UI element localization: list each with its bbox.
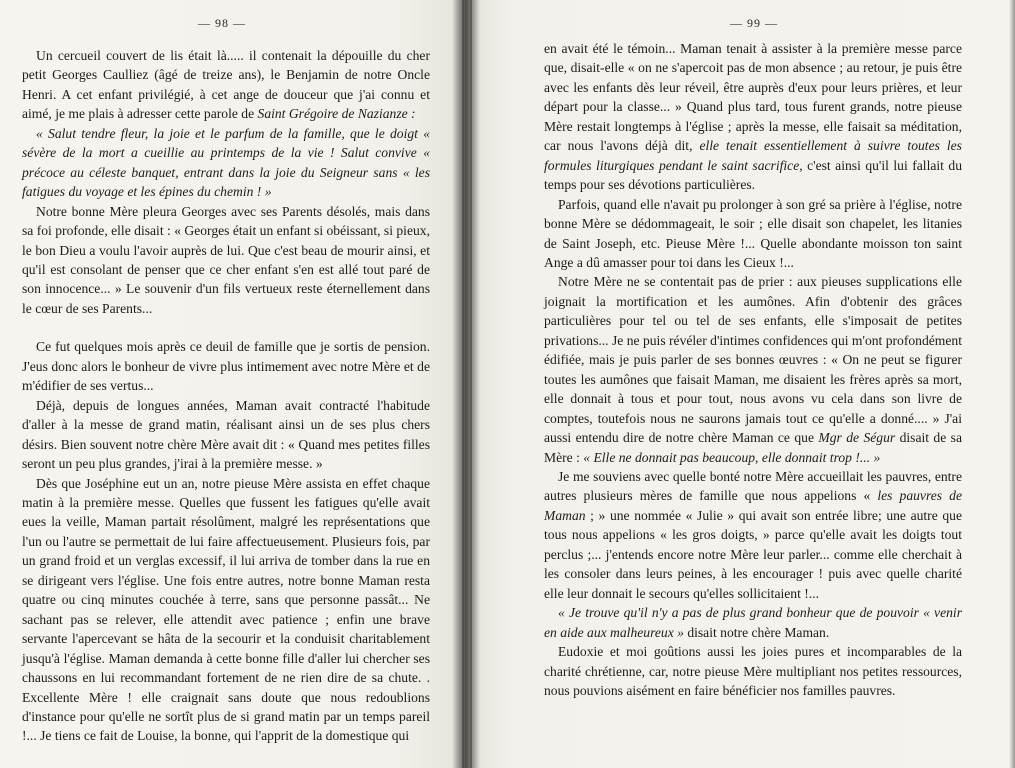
paragraph bbox=[544, 603, 962, 642]
text-run: Notre Mère ne se contentait pas de prier : aux pieuses supplications elle joignait la mortification et les aumônes. Afin d'obtenir des grâces particulières pour tel ou tel de ses enfants, elle s'imposait de petites privations... Je ne puis révéler d'intimes confidences qui m'ont profondément édifiée, mais je puis parler de ses bonnes œuvres : « On ne peut se figurer toutes les aumônes que faisait Maman, me disaient les frères après sa mort, elle donnait à tous et pour tout, nous avons vu cela dans son livre de comptes, toutefois nous ne saurons jamais tout ce qu'elle a donné.... » J'ai aussi entendu dire de notre chère Maman ce que bbox=[544, 274, 962, 446]
paragraph: Déjà, depuis de longues années, Maman avait contracté l'habitude d'aller à la messe de grand matin, réalisant ainsi un de ses plus chers désirs. Bien souvent notre chère Mère avait dit : « Quand mes petites filles seront un peu plus grandes, j'irai à la première messe. » bbox=[22, 397, 430, 472]
right-page-text bbox=[544, 39, 962, 700]
left-page bbox=[0, 0, 460, 768]
paragraph bbox=[22, 46, 430, 124]
right-page bbox=[468, 0, 1015, 768]
text-run: ; » une nommée « Julie » qui avait son entrée libre; une autre que tous nous appelions « les gros doigts, » parce qu'elle avait les doigts tout perclus ;... j'entends encore notre Mère leur parler... comme elle cherchait à les consoler dans leurs peines, à les encourager ! puis avec quelle charité elle leur donnait le secours qu'elles sollicitaient !... bbox=[544, 507, 962, 601]
page-edge-shadow bbox=[1009, 0, 1015, 768]
paragraph: Dès que Joséphine eut un an, notre pieuse Mère assista en effet chaque matin à la première messe. Quelles que fussent les fatigues qu'elle avait eues la veille, Maman partait résolûment, malgré les représentations que l'un ou l'autre se permettait de lui faire affectueusement. Plusieurs fois, par un grand froid et un verglas excessif, il lui arriva de tomber dans la rue en se dirigeant vers l'église. Une fois entre autres, notre bonne Maman resta quatre ou cinq minutes couchée à terre, sans que personne passât... Ne sachant pas se relever, elle attendit avec patience ; enfin une brave servante l'apercevant se hâta de la secourir et la conduisit charitablement jusqu'à l'église. Maman demanda à cette bonne fille d'aller lui chercher ses chaussons en lui recommandant fortement de ne rien dire de sa chute. . Excellente Mère ! elle craignait sans doute que nous redoublions d'instance pour qu'elle ne sortît plus de si grand matin par un temps pareil !... Je tiens ce fait de Louise, la bonne, qui l'apprit de la domestique qui bbox=[22, 475, 430, 744]
page-number-98: — 98 — bbox=[198, 16, 246, 30]
paragraph: Ce fut quelques mois après ce deuil de famille que je sortis de pension. J'eus donc alors le bonheur de vivre plus intimement avec notre Mère et de m'édifier de ses vertus... bbox=[22, 339, 430, 394]
page-number-99: — 99 — bbox=[730, 16, 778, 30]
text-run: , c'est ainsi qu'il lui fallait du temps pour ses dévotions particulières. bbox=[544, 157, 962, 193]
italic-run: elle tenait essentiellement à suivre toutes les formules liturgiques pendant le saint sacrifice bbox=[544, 138, 962, 173]
text-run: Je me souviens avec quelle bonté notre Mère accueillait les pauvres, entre autres plusieurs mères de famille que nous appelions « bbox=[544, 468, 962, 504]
saint-name: Saint Grégoire de Nazianze : bbox=[257, 106, 416, 122]
left-page-text bbox=[22, 46, 430, 746]
gutter-streak bbox=[462, 0, 464, 768]
paragraph: Eudoxie et moi goûtions aussi les joies pures et incomparables de la charité chrétienne, car, notre pieuse Mère multipliant nos petites ressources, nous pouvions aisément en faire bénéficier nos familles pauvres. bbox=[544, 644, 962, 698]
book-gutter-shadow bbox=[452, 0, 480, 768]
italic-run: « Je trouve qu'il n'y a pas de plus grand bonheur que de pouvoir « venir en aide aux malheureux » bbox=[544, 605, 962, 640]
quotation: « Salut tendre fleur, la joie et le parfum de la famille, que le doigt « sévère de la mort a cueillie au printemps de la vie ! Salut convive « précoce au céleste banquet, entrant dans la joie du Seigneur sans « les fatigues du voyage et les épines du chemin ! » bbox=[22, 125, 430, 200]
text-run: en avait été le témoin... Maman tenait à assister à la première messe parce que, disait-elle « on ne s'apercoit pas de mon absence ; au retour, je puis être avec les enfants dès leur réveil, être auprès d'eux pour leurs prières, et leur départ pour la classe... » Quand plus tard, tous furent grands, notre pieuse Mère restait longtemps à l'église ; après la messe, elle faisait sa méditation, car nous l'avons déjà dit, bbox=[544, 41, 962, 154]
italic-run: Mgr de Ségur bbox=[818, 430, 896, 446]
gutter-streak bbox=[470, 0, 472, 768]
text-run: disait de sa Mère : bbox=[544, 430, 962, 465]
paragraph: Parfois, quand elle n'avait pu prolonger à son gré sa prière à l'église, notre bonne Mère se dédommageait, le soir ; elle disait son chapelet, les litanies de Saint Joseph, etc. Pieuse Mère !... Quelle abondante moisson ton saint Ange a dû amasser pour toi dans les Cieux !... bbox=[544, 196, 962, 270]
paragraph bbox=[544, 39, 962, 195]
paragraph bbox=[544, 467, 962, 603]
italic-run: « Elle ne donnait pas beaucoup, elle donnait trop !... » bbox=[583, 449, 881, 465]
italic-run: les pauvres de Maman bbox=[544, 488, 962, 523]
text-run: disait notre chère Maman. bbox=[683, 624, 830, 640]
paragraph: Notre bonne Mère pleura Georges avec ses Parents désolés, mais dans sa foi profonde, elle disait : « Georges était un enfant si obéissant, si pieux, le bon Dieu a voulu l'avoir auprès de lui. Que c'est beau de mourir ainsi, et qu'il est consolant de penser que ce cher enfant s'en est allé tout paré de son innocence... » Le souvenir d'un fils vertueux reste éternellement dans le cœur de ses Parents... bbox=[22, 203, 430, 316]
text-run: Un cercueil couvert de lis était là..... il contenait la dépouille du cher petit Georges Caulliez (âgé de treize ans), le Benjamin de notre Oncle Henri. A cet enfant privilégié, à cet ange de douceur que j'ai connu et aimé, je me plais à adresser cette parole de bbox=[22, 48, 430, 122]
paragraph bbox=[544, 272, 962, 467]
